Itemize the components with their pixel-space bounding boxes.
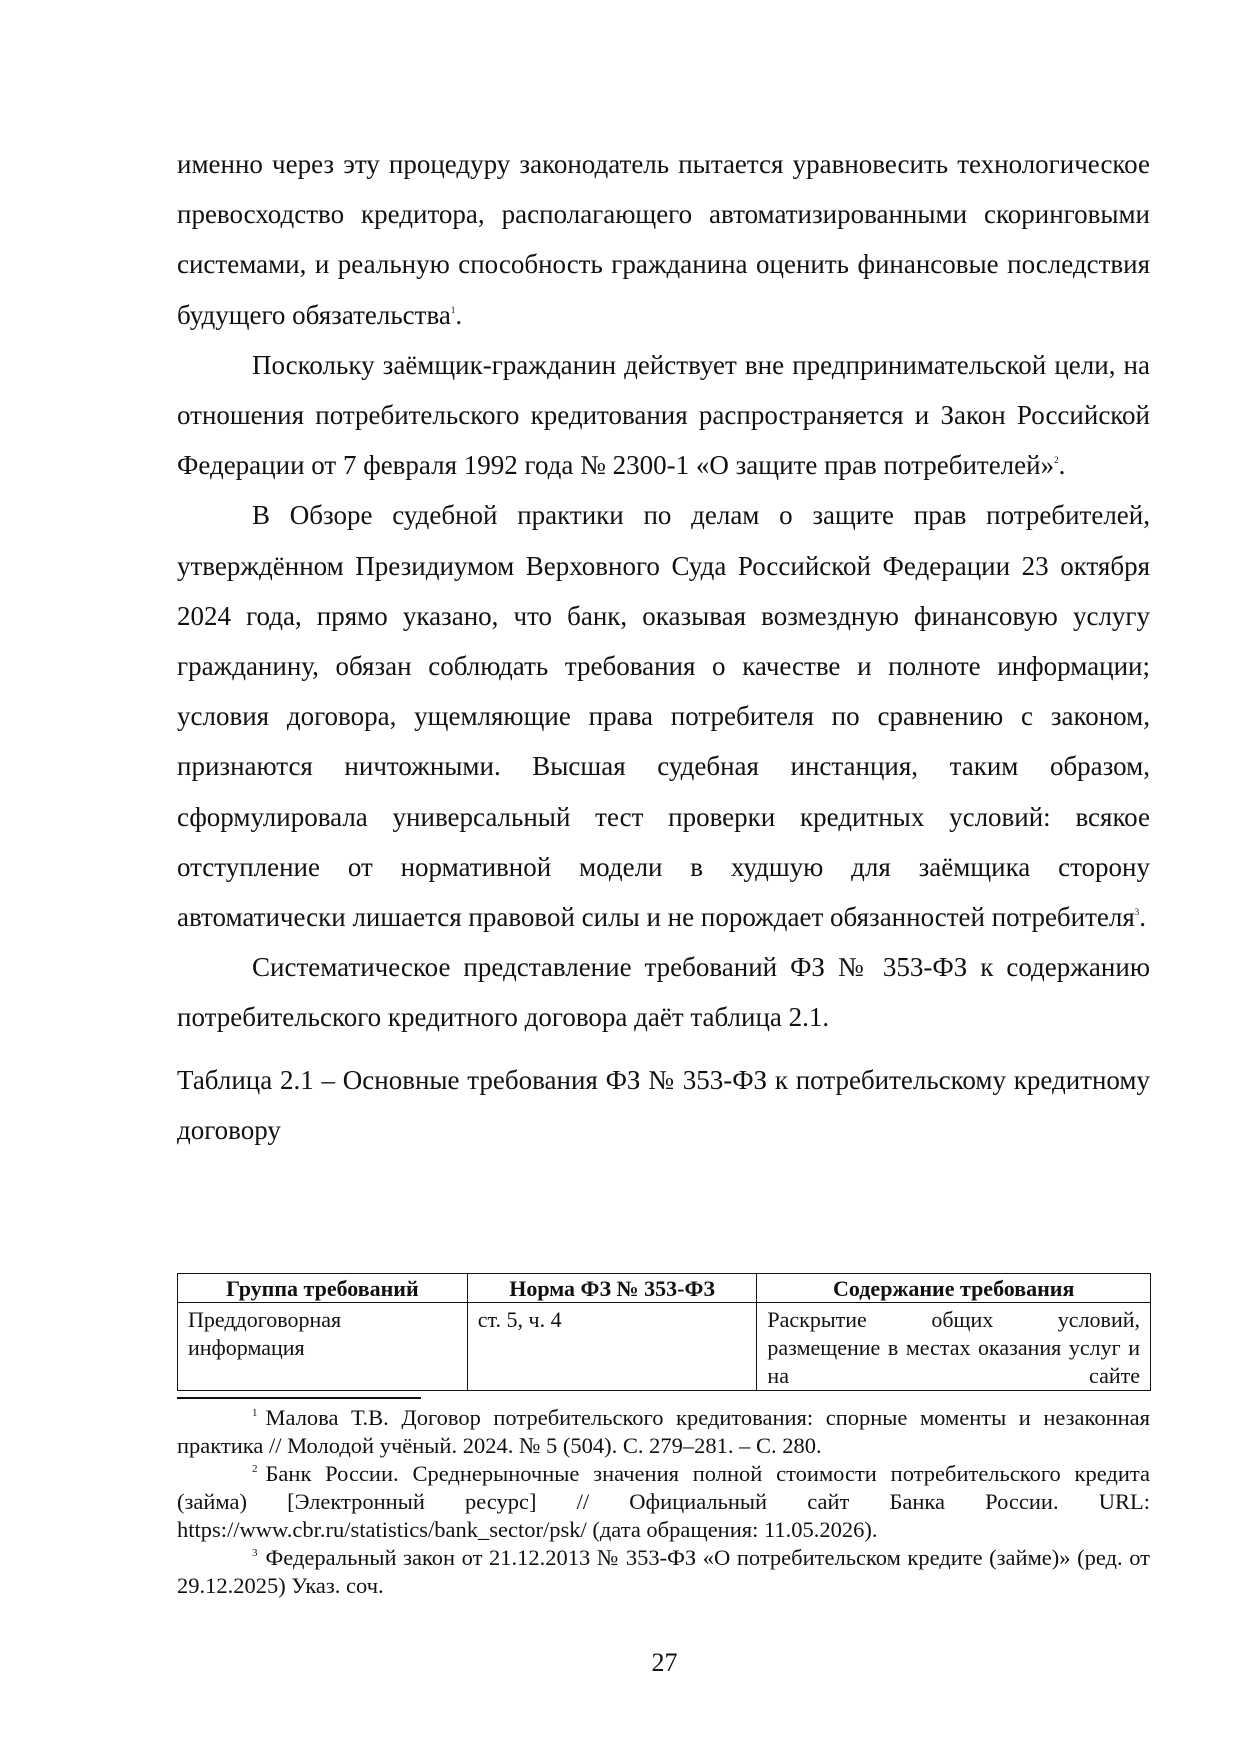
paragraph-1	[177, 139, 1150, 340]
table-cell: Раскрытие общих условий, размещение в местах оказания услуг и на сайте	[757, 1303, 1151, 1391]
footnote-1	[177, 1404, 1150, 1460]
table-row	[178, 1303, 1151, 1391]
footnotes	[177, 1404, 1150, 1600]
footnote-mark: 3	[252, 1547, 258, 1559]
table-cell: Преддоговорная информация	[178, 1303, 468, 1391]
table-header-cell: Содержание требования	[757, 1274, 1151, 1303]
paragraph-end: .	[1058, 450, 1066, 481]
paragraph-end: .	[455, 299, 463, 330]
body-text	[177, 139, 1150, 1155]
paragraph-text: Поскольку заёмщик-гражданин действует вне предпринимательской цели, на отношения потребительского кредитования распространяется и Закон Российской Федерации от 7 февраля 1992 года № 2300-1 «О защите прав потребителей»	[177, 349, 1150, 481]
table-caption: Таблица 2.1 – Основные требования ФЗ № 353-ФЗ к потребительскому кредитному договору	[177, 1064, 1150, 1145]
table-header-cell: Норма ФЗ № 353-ФЗ	[467, 1274, 757, 1303]
footnote-text: Банк России. Среднерыночные значения полной стоимости потребительского кредита (займа) [Электронный ресурс] // Официальный сайт Банка России. URL: https://www.cbr.ru/statistics/bank_sector/psk/ (дата обращения: 11.05.2026).	[177, 1461, 1150, 1542]
footnote-2	[177, 1460, 1150, 1544]
footnote-mark: 2	[252, 1463, 258, 1475]
paragraph-end: .	[1139, 902, 1147, 933]
footnote-mark: 1	[252, 1407, 258, 1419]
footnote-reference[interactable]: 3	[1134, 907, 1140, 918]
page-number: 27	[651, 1648, 678, 1677]
paragraph-text: В Обзоре судебной практики по делам о защите прав потребителей, утверждённом Президиумом Верховного Суда Российской Федерации 23 октября 2024 года, прямо указано, что банк, оказывая возмездную финансовую услугу гражданину, обязан соблюдать требования о качестве и полноте информации; условия договора, ущемляющие права потребителя по сравнению с законом, признаются ничтожными. Высшая судебная инстанция, таким образом, сформулировала универсальный тест проверки кредитных условий: всякое отступление от нормативной модели в худшую для заёмщика сторону автоматически лишается правовой силы и не порождает обязанностей потребителя	[177, 500, 1150, 933]
requirements-table	[177, 1273, 1151, 1391]
paragraph-2	[177, 340, 1150, 491]
footnote-reference[interactable]: 1	[450, 304, 456, 315]
table-header-row	[178, 1274, 1151, 1303]
footnote-reference[interactable]: 2	[1054, 455, 1059, 466]
footnote-text: Федеральный закон от 21.12.2013 № 353-ФЗ «О потребительском кредите (займе)» (ред. от 29.12.2025) Указ. соч.	[177, 1545, 1150, 1598]
table-header-cell: Группа требований	[178, 1274, 468, 1303]
paragraph-3	[177, 490, 1150, 942]
paragraph-4	[177, 942, 1150, 1042]
footnote-text: Малова Т.В. Договор потребительского кредитования: спорные моменты и незаконная практика // Молодой учёный. 2024. № 5 (504). С. 279–281. – С. 280.	[177, 1405, 1150, 1458]
paragraph-text: именно через эту процедуру законодатель пытается уравновесить технологическое превосходство кредитора, располагающего автоматизированными скоринговыми системами, и реальную способность гражданина оценить финансовые последствия будущего обязательства	[177, 149, 1150, 330]
footnote-3	[177, 1544, 1150, 1600]
footnote-separator	[177, 1397, 421, 1399]
table-cell: ст. 5, ч. 4	[467, 1303, 757, 1391]
paragraph-text: Систематическое представление требований ФЗ № 353-ФЗ к содержанию потребительского кредитного договора даёт таблица 2.1.	[177, 952, 1150, 1033]
